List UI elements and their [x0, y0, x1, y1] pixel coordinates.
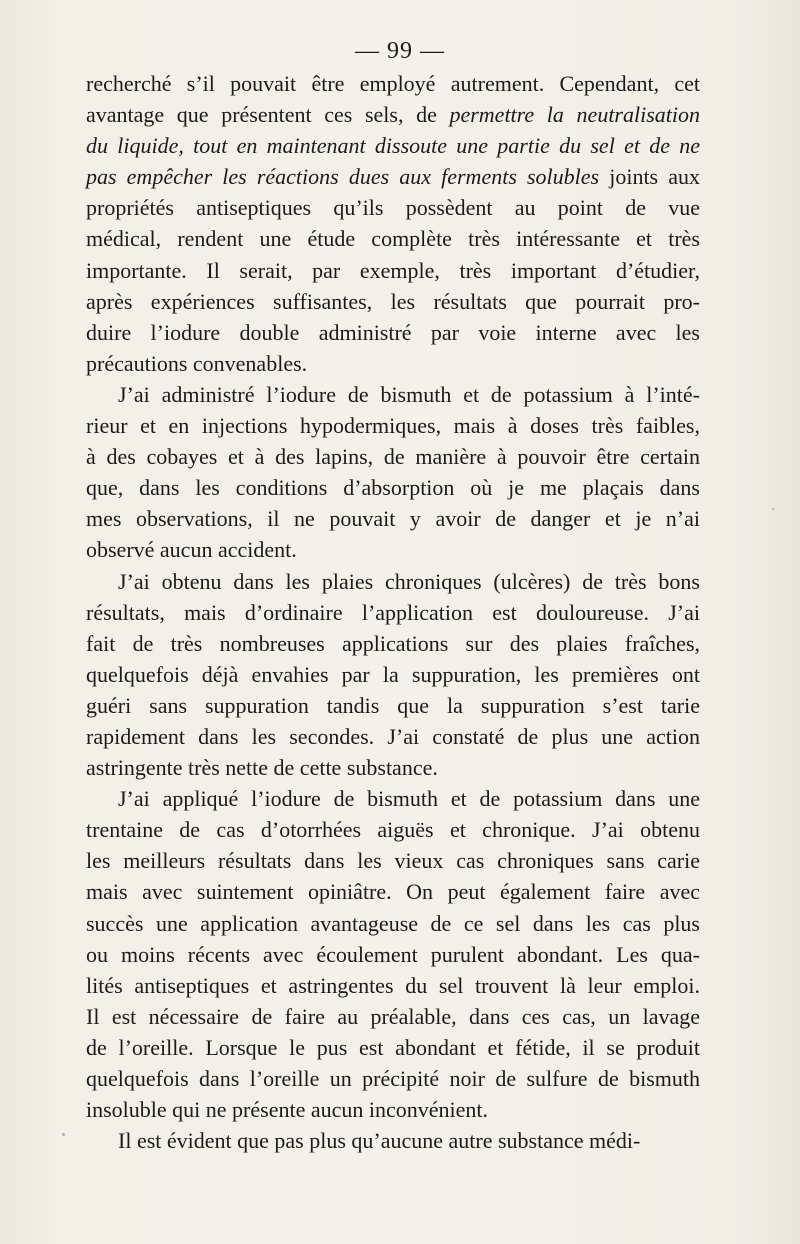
text-line	[86, 130, 700, 161]
text-run: propriétés antiseptiques qu’ils possèdent au point de vue	[86, 195, 700, 221]
body-text	[86, 68, 700, 1156]
text-run: recherché s’il pouvait être employé autrement. Cependant, cet	[86, 71, 700, 96]
paper-speck	[62, 1133, 65, 1136]
text-line	[86, 317, 700, 348]
text-run: duire l’iodure double administré par voie interne avec les	[86, 319, 700, 345]
text-line	[86, 472, 700, 503]
text-line	[86, 845, 700, 876]
text-line	[86, 161, 700, 192]
text-line	[86, 410, 700, 441]
text-line	[86, 659, 700, 690]
text-run: mes observations, il ne pouvait y avoir de danger et je n’ai	[86, 506, 700, 532]
text-run: après expériences suffisantes, les résultats que pourrait pro-	[86, 288, 700, 314]
text-line	[86, 597, 700, 628]
text-run: mais avec suintement opiniâtre. On peut également faire avec	[86, 879, 700, 905]
text-run: les meilleurs résultats dans les vieux cas chroniques sans carie	[86, 848, 700, 874]
italic-text-run: pas empêcher les réactions dues aux ferments solubles	[86, 164, 600, 190]
text-line	[86, 1063, 700, 1094]
text-run: avantage que présentent ces sels, de	[86, 102, 450, 128]
page-number: — 99 —	[355, 38, 445, 64]
text-line	[86, 223, 700, 254]
text-line	[86, 876, 700, 907]
text-run: résultats, mais d’ordinaire l’application est douloureuse. J’ai	[86, 599, 700, 625]
text-run: trentaine de cas d’otorrhées aiguës et chronique. J’ai obtenu	[86, 817, 700, 843]
text-line	[86, 939, 700, 970]
text-run: fait de très nombreuses applications sur des plaies fraîches,	[86, 630, 700, 656]
text-line	[86, 379, 700, 410]
text-line	[86, 192, 700, 223]
text-run: quelquefois dans l’oreille un précipité noir de sulfure de bismuth	[86, 1066, 700, 1091]
text-run: lités antiseptiques et astringentes du sel trouvent là leur emploi.	[86, 972, 700, 998]
text-line	[86, 566, 700, 597]
text-run: J’ai administré l’iodure de bismuth et de potassium à l’inté-	[118, 381, 700, 407]
text-run: quelquefois déjà envahies par la suppuration, les premières ont	[86, 661, 700, 687]
text-line	[86, 348, 700, 379]
text-line	[86, 255, 700, 286]
text-line	[86, 286, 700, 317]
text-run: Il est évident que pas plus qu’aucune autre substance médi-	[118, 1128, 641, 1154]
text-line	[86, 99, 700, 130]
italic-text-run: du liquide, tout en maintenant dissoute une partie du sel et de ne	[86, 133, 700, 159]
text-run: observé aucun accident.	[86, 537, 297, 563]
text-run: de l’oreille. Lorsque le pus est abondant et fétide, il se produit	[86, 1034, 700, 1060]
text-line	[86, 441, 700, 472]
text-line	[86, 970, 700, 1001]
paper-speck	[772, 508, 774, 510]
text-run: insoluble qui ne présente aucun inconvénient.	[86, 1097, 488, 1123]
text-run: guéri sans suppuration tandis que la suppuration s’est tarie	[86, 692, 700, 718]
text-line	[86, 503, 700, 534]
text-line	[86, 68, 700, 99]
text-line	[86, 1125, 700, 1156]
text-run: J’ai obtenu dans les plaies chroniques (ulcères) de très bons	[118, 568, 700, 594]
text-line	[86, 783, 700, 814]
text-run: joints aux	[599, 164, 700, 190]
text-line	[86, 908, 700, 939]
text-line	[86, 690, 700, 721]
text-run: rieur et en injections hypodermiques, mais à doses très faibles,	[86, 413, 700, 439]
text-line	[86, 1001, 700, 1032]
text-line	[86, 752, 700, 783]
text-line	[86, 628, 700, 659]
text-line	[86, 814, 700, 845]
text-line	[86, 721, 700, 752]
text-line	[86, 1032, 700, 1063]
text-line	[86, 534, 700, 565]
text-run: à des cobayes et à des lapins, de manière à pouvoir être certain	[86, 444, 700, 470]
text-run: rapidement dans les secondes. J’ai constaté de plus une action	[86, 723, 700, 749]
text-run: que, dans les conditions d’absorption où je me plaçais dans	[86, 475, 700, 501]
text-run: ou moins récents avec écoulement purulent abondant. Les qua-	[86, 941, 700, 967]
text-run: médical, rendent une étude complète très intéressante et très	[86, 226, 700, 252]
text-line	[86, 1094, 700, 1125]
text-run: J’ai appliqué l’iodure de bismuth et de potassium dans une	[118, 786, 700, 812]
text-run: succès une application avantageuse de ce sel dans les cas plus	[86, 910, 700, 936]
text-run: importante. Il serait, par exemple, très important d’étudier,	[86, 257, 700, 283]
italic-text-run: permettre la neutralisation	[449, 102, 700, 128]
text-run: précautions convenables.	[86, 350, 308, 376]
text-run: Il est nécessaire de faire au préalable, dans ces cas, un lavage	[86, 1003, 700, 1029]
text-run: astringente très nette de cette substance.	[86, 755, 438, 781]
